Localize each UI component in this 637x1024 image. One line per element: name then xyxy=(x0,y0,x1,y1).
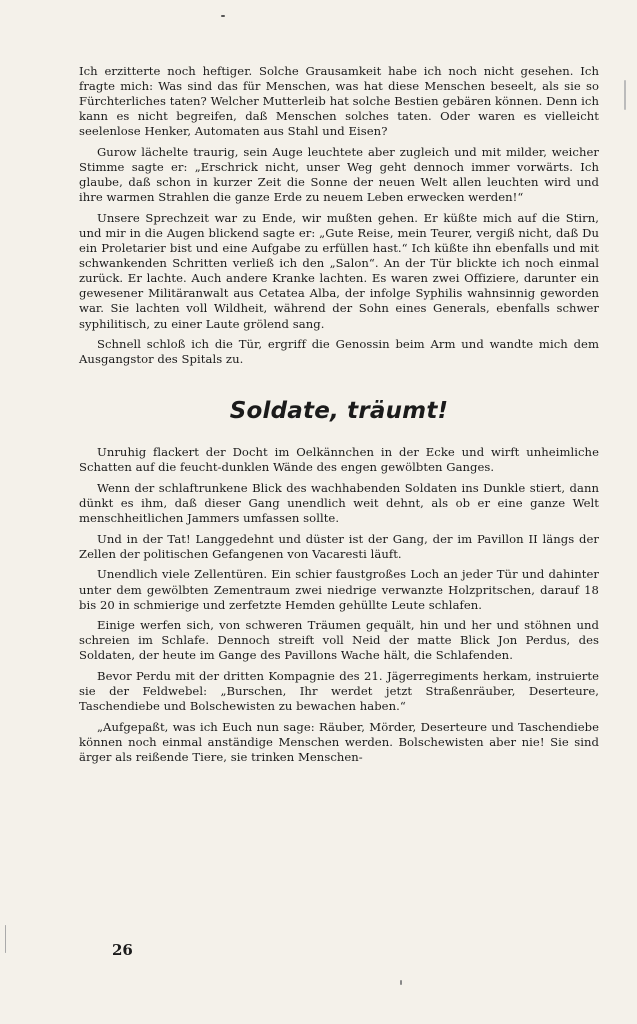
paragraph: Unsere Sprechzeit war zu Ende, wir mußten gehen. Er küßte mich auf die Stirn, und mir in die Augen blickend sagte er: „Gute Reise, mein Teurer, vergiß nicht, daß Du ein Proletarier bist und eine Aufgabe zu erfüllen hast.“ Ich küßte ihn ebenfalls und mit schwankenden Schritten verließ ich den „Salon“. An der Tür blickte ich noch einmal zurück. Er lachte. Auch andere Kranke lachten. Es waren zwei Offiziere, darunter ein gewesener Militäranwalt aus Cetatea Alba, der infolge Syphilis wahnsinnig geworden war. Sie lachten voll Wildheit, während der Sohn eines Generals, ebenfalls schwer syphilitisch, zu einer Laute grölend sang. xyxy=(79,210,599,331)
paragraph: Unendlich viele Zellentüren. Ein schier faustgroßes Loch an jeder Tür und dahinter unter dem gewölbten Zementraum zwei niedrige verwanzte Holzpritschen, darauf 18 bis 20 in schmierige und zerfetzte Hemden gehüllte Leute schlafen. xyxy=(79,567,599,612)
paragraph: Bevor Perdu mit der dritten Kompagnie des 21. Jägerregiments herkam, instruierte sie der Feldwebel: „Burschen, Ihr werdet jetzt Straßenräuber, Deserteure, Taschendiebe und Bolschewisten zu bewachen haben.“ xyxy=(79,669,599,714)
paragraph: Ich erzitterte noch heftiger. Solche Grausamkeit habe ich noch nicht gesehen. Ich fragte mich: Was sind das für Menschen, was hat diese Menschen beseelt, als sie so Fürchterliches taten? Welcher Mutterleib hat solche Bestien gebären können. Denn ich kann es nicht begreifen, daß Menschen solches taten. Oder waren es vielleicht seelenlose Henker, Automaten aus Stahl und Eisen? xyxy=(79,64,599,139)
paragraph: Wenn der schlaftrunkene Blick des wachhabenden Soldaten ins Dunkle stiert, dann dünkt es ihm, daß dieser Gang unendlich weit dehnt, als ob er eine ganze Welt menschheitlichen Jammers umfassen sollte. xyxy=(79,480,599,526)
paragraph: Unruhig flackert der Docht im Oelkännchen in der Ecke und wirft unheimliche Schatten auf die feucht-dunklen Wände des engen gewölbten Ganges. xyxy=(79,445,599,475)
page-body xyxy=(79,64,599,771)
dust-speck-left xyxy=(5,925,6,953)
paragraph: „Aufgepaßt, was ich Euch nun sage: Räuber, Mörder, Deserteure und Taschendiebe können noch einmal anständige Menschen werden. Bolschewisten aber nie! Sie sind ärger als reißende Tiere, sie trinken Menschen- xyxy=(79,719,599,764)
paragraph: Schnell schloß ich die Tür, ergriff die Genossin beim Arm und wandte mich dem Ausgangstor des Spitals zu. xyxy=(79,337,599,367)
dust-speck-top xyxy=(221,15,225,17)
paragraph: Einige werfen sich, von schweren Träumen gequält, hin und her und stöhnen und schreien im Schlafe. Dennoch streift voll Neid der matte Blick Jon Perdus, des Soldaten, der heute im Gange des Pavillons Wache hält, die Schlafenden. xyxy=(79,618,599,663)
dust-speck-bottom xyxy=(400,980,402,985)
section-title: Soldate, träumt! xyxy=(229,398,449,425)
page-number: 26 xyxy=(112,941,133,959)
paragraph: Gurow lächelte traurig, sein Auge leuchtete aber zugleich und mit milder, weicher Stimme sagte er: „Erschrick nicht, unser Weg geht dennoch immer vorwärts. Ich glaube, daß schon in kurzer Zeit die Sonne der neuen Welt allen leuchten wird und ihre warmen Strahlen die ganze Erde zu neuem Leben erwecken werden!“ xyxy=(79,144,599,205)
paragraph: Und in der Tat! Langgedehnt und düster ist der Gang, der im Pavillon II längs der Zellen der politischen Gefangenen von Vacaresti läuft. xyxy=(79,531,599,561)
dust-speck-right xyxy=(624,80,626,110)
